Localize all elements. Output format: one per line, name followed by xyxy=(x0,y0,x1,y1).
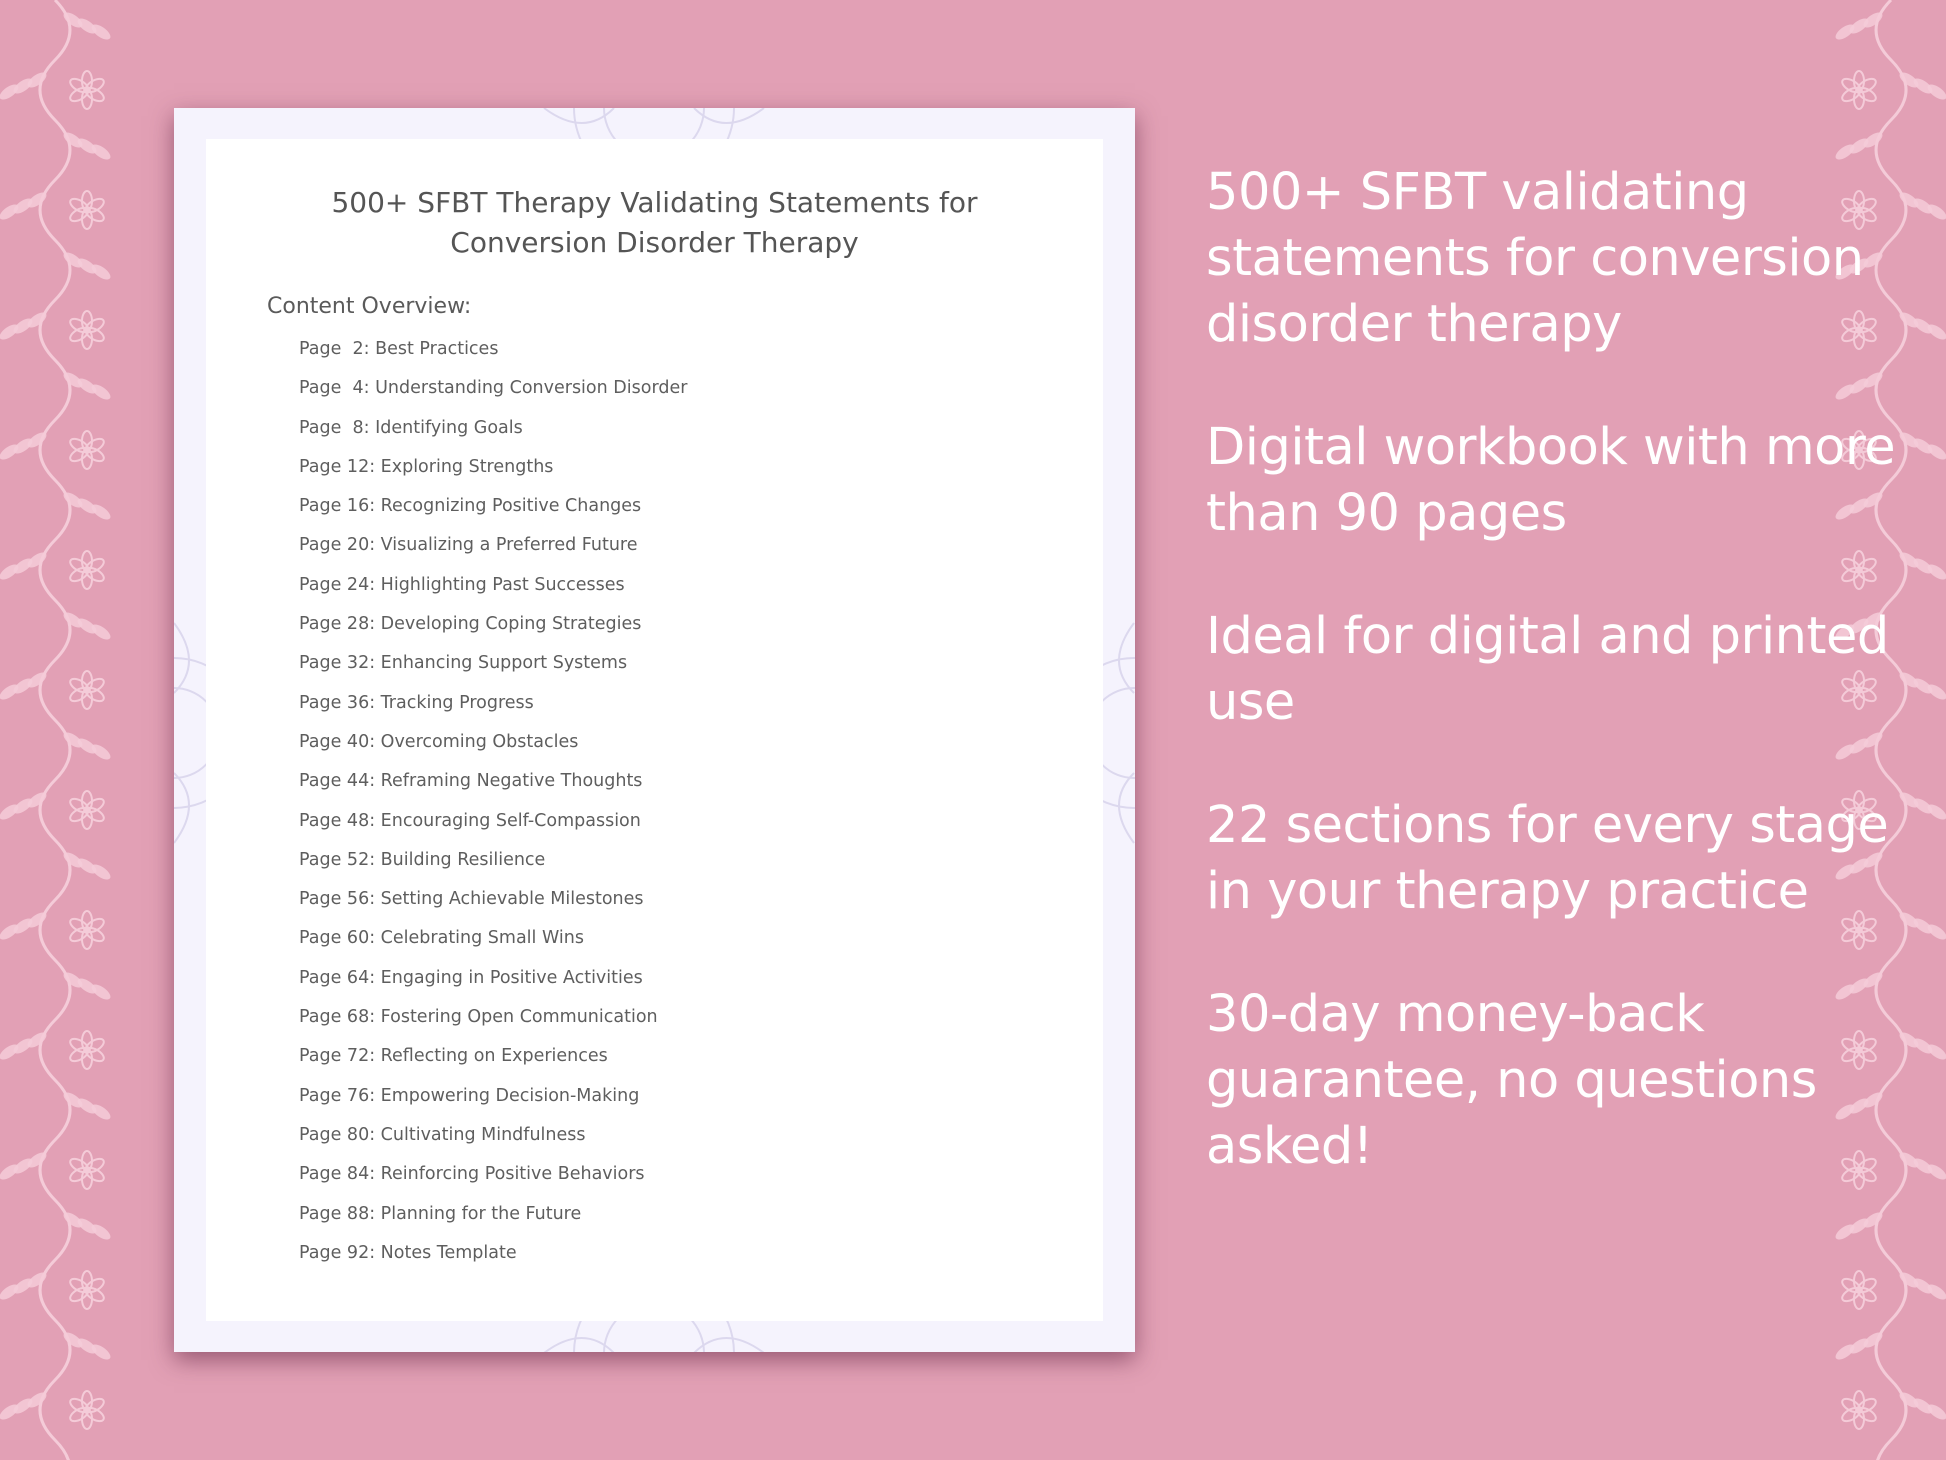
toc-section-title: Building Resilience xyxy=(380,849,546,870)
toc-page-number: Page 2: xyxy=(299,339,370,359)
toc-page-number: Page 80: xyxy=(299,1124,376,1145)
content-overview-label: Content Overview: xyxy=(267,294,472,319)
document-page xyxy=(206,139,1103,1321)
toc-page-number: Page 16: xyxy=(299,496,376,517)
toc-item xyxy=(299,1002,687,1041)
toc-section-title: Tracking Progress xyxy=(380,692,534,713)
toc-page-number: Page 88: xyxy=(299,1203,376,1224)
toc-page-number: Page 28: xyxy=(299,614,376,635)
toc-section-title: Reinforcing Positive Behaviors xyxy=(380,1164,645,1185)
toc-section-title: Recognizing Positive Changes xyxy=(380,496,642,517)
toc-item xyxy=(299,1199,687,1238)
toc-page-number: Page 12: xyxy=(299,456,376,477)
toc-item xyxy=(299,688,687,727)
toc-section-title: Understanding Conversion Disorder xyxy=(375,378,688,399)
toc-item xyxy=(299,1159,687,1198)
toc-page-number: Page 52: xyxy=(299,849,376,870)
toc-section-title: Overcoming Obstacles xyxy=(380,731,579,752)
feature-list xyxy=(1206,160,1906,1237)
toc-section-title: Celebrating Small Wins xyxy=(380,928,584,949)
document-title-line-1: 500+ SFBT Therapy Validating Statements for xyxy=(331,186,978,219)
document-preview xyxy=(174,108,1135,1352)
toc-section-title: Planning for the Future xyxy=(380,1203,582,1224)
toc-page-number: Page 32: xyxy=(299,653,376,674)
toc-item xyxy=(299,609,687,648)
feature-text: Digital workbook with more than 90 pages xyxy=(1206,418,1896,543)
toc-item xyxy=(299,845,687,884)
toc-item xyxy=(299,570,687,609)
toc-item xyxy=(299,373,687,412)
feature-text: 500+ SFBT validating statements for conversion disorder therapy xyxy=(1206,163,1864,354)
toc-item xyxy=(299,334,687,373)
toc-page-number: Page 84: xyxy=(299,1164,376,1185)
toc-page-number: Page 56: xyxy=(299,889,376,910)
toc-page-number: Page 72: xyxy=(299,1046,376,1067)
toc-page-number: Page 36: xyxy=(299,692,376,713)
toc-section-title: Cultivating Mindfulness xyxy=(380,1124,586,1145)
table-of-contents xyxy=(299,334,687,1277)
toc-item xyxy=(299,491,687,530)
document-title xyxy=(246,183,1063,263)
toc-item xyxy=(299,806,687,845)
toc-section-title: Visualizing a Preferred Future xyxy=(380,535,638,556)
feature-text: Ideal for digital and printed use xyxy=(1206,607,1889,732)
document-title-line-2: Conversion Disorder Therapy xyxy=(450,226,859,259)
toc-page-number: Page 60: xyxy=(299,928,376,949)
toc-page-number: Page 92: xyxy=(299,1242,376,1263)
toc-page-number: Page 64: xyxy=(299,967,376,988)
toc-section-title: Fostering Open Communication xyxy=(380,1007,658,1028)
toc-item xyxy=(299,452,687,491)
toc-section-title: Setting Achievable Milestones xyxy=(380,889,644,910)
toc-page-number: Page 20: xyxy=(299,535,376,556)
floral-vine-left-icon xyxy=(0,0,135,1460)
toc-item xyxy=(299,1081,687,1120)
toc-section-title: Best Practices xyxy=(375,339,499,359)
toc-item xyxy=(299,413,687,452)
feature-text: 30-day money-back guarantee, no questions asked! xyxy=(1206,985,1817,1176)
feature-text: 22 sections for every stage in your therapy practice xyxy=(1206,796,1889,921)
toc-section-title: Highlighting Past Successes xyxy=(380,574,625,595)
toc-section-title: Reflecting on Experiences xyxy=(380,1046,608,1067)
toc-item xyxy=(299,1238,687,1277)
toc-page-number: Page 4: xyxy=(299,378,370,399)
toc-section-title: Encouraging Self-Compassion xyxy=(380,810,641,831)
toc-page-number: Page 40: xyxy=(299,731,376,752)
toc-item xyxy=(299,1120,687,1159)
toc-section-title: Empowering Decision-Making xyxy=(380,1085,640,1106)
toc-item xyxy=(299,963,687,1002)
toc-page-number: Page 76: xyxy=(299,1085,376,1106)
toc-item xyxy=(299,766,687,805)
toc-page-number: Page 8: xyxy=(299,417,370,438)
toc-item xyxy=(299,530,687,569)
toc-page-number: Page 44: xyxy=(299,771,376,792)
toc-section-title: Exploring Strengths xyxy=(380,456,554,477)
toc-section-title: Engaging in Positive Activities xyxy=(380,967,643,988)
toc-page-number: Page 68: xyxy=(299,1007,376,1028)
toc-section-title: Enhancing Support Systems xyxy=(380,653,628,674)
toc-page-number: Page 24: xyxy=(299,574,376,595)
toc-item xyxy=(299,648,687,687)
toc-section-title: Developing Coping Strategies xyxy=(380,614,642,635)
toc-section-title: Notes Template xyxy=(380,1242,517,1263)
toc-section-title: Reframing Negative Thoughts xyxy=(380,771,643,792)
toc-item xyxy=(299,727,687,766)
toc-section-title: Identifying Goals xyxy=(375,417,523,438)
toc-item xyxy=(299,884,687,923)
toc-item xyxy=(299,1041,687,1080)
toc-item xyxy=(299,923,687,962)
toc-page-number: Page 48: xyxy=(299,810,376,831)
